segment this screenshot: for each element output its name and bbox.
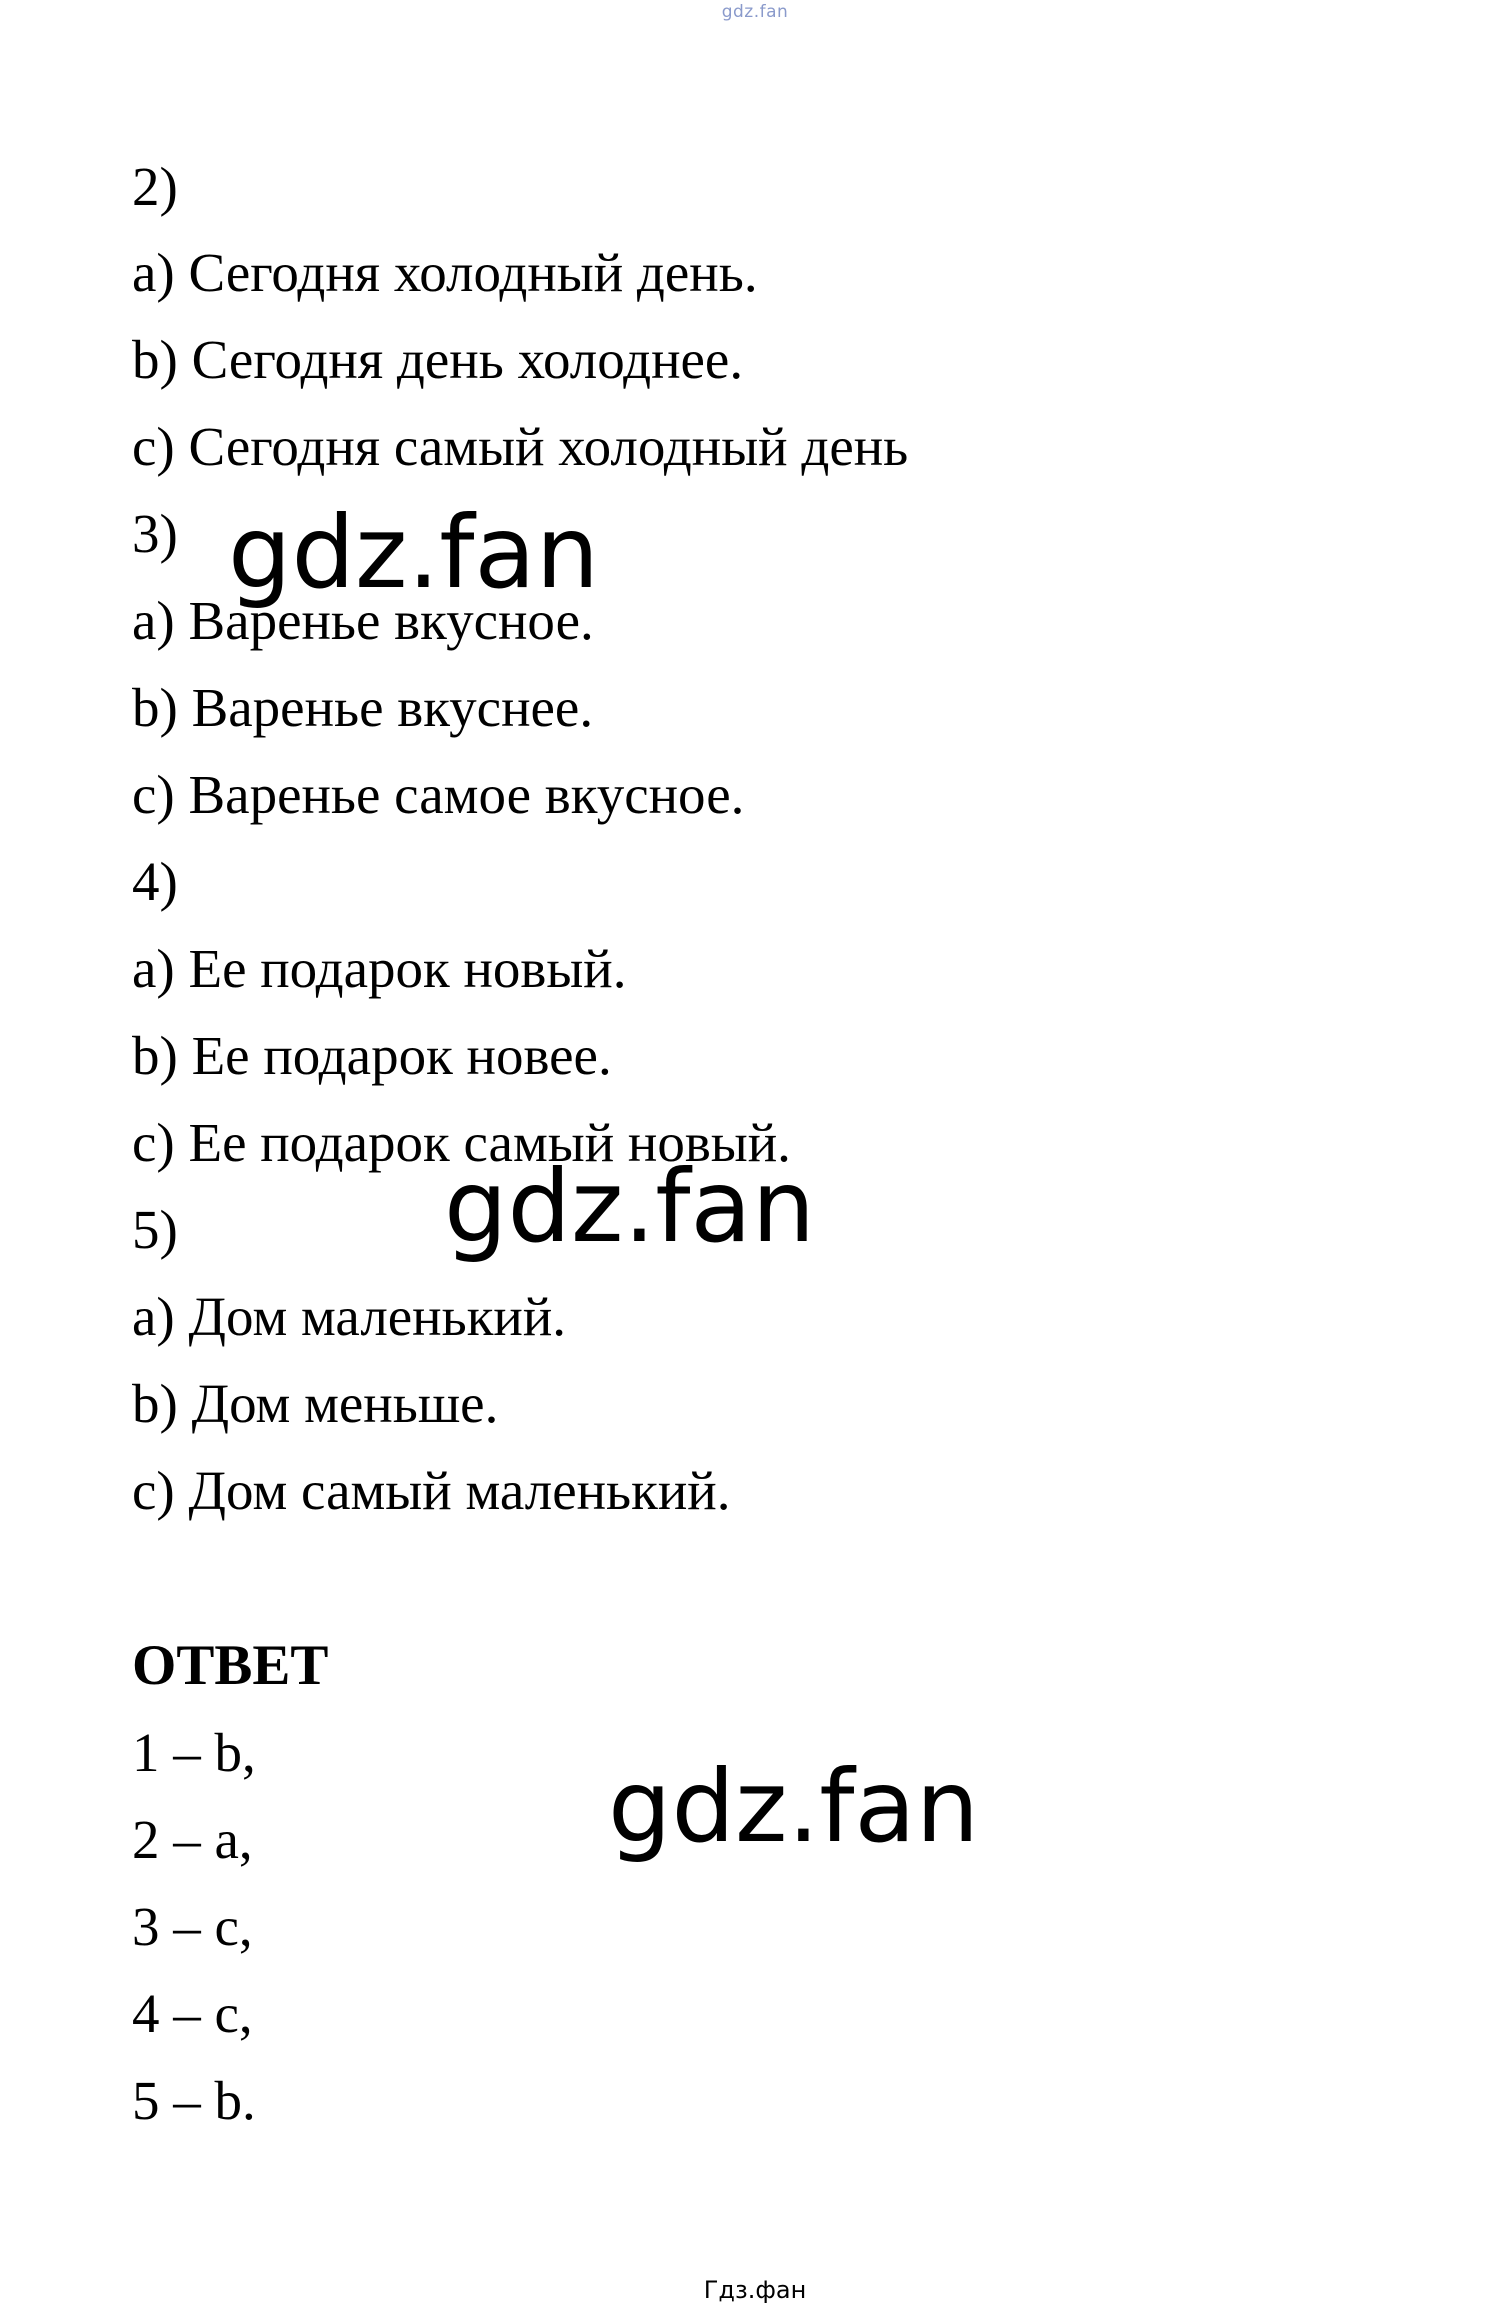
top-watermark: gdz.fan (721, 2, 789, 22)
sentence-line: c) Сегодня самый холодный день (132, 416, 909, 477)
exercise-number: 3) (132, 503, 178, 564)
exercise-number: 4) (132, 851, 178, 912)
answer-heading: ОТВЕТ (132, 1634, 329, 1697)
watermark: gdz.fan (608, 1748, 980, 1865)
answer-item: 3 – c, (132, 1896, 253, 1957)
footer-caption: Гдз.фан (703, 2276, 807, 2304)
sentence-line: c) Ее подарок самый новый. (132, 1112, 791, 1173)
sentence-line: a) Сегодня холодный день. (132, 242, 758, 303)
answer-item: 2 – a, (132, 1809, 253, 1870)
sentence-line: c) Дом самый маленький. (132, 1460, 731, 1521)
watermark: gdz.fan (228, 494, 600, 611)
sentence-line: a) Варенье вкусное. (132, 590, 594, 651)
sentence-line: c) Варенье самое вкусное. (132, 764, 745, 825)
sentence-line: b) Дом меньше. (132, 1373, 499, 1434)
sentence-line: b) Сегодня день холоднее. (132, 329, 744, 390)
exercise-number: 2) (132, 156, 178, 217)
answer-item: 4 – c, (132, 1983, 253, 2044)
sentence-line: a) Дом маленький. (132, 1286, 567, 1347)
answer-item: 5 – b. (132, 2070, 256, 2131)
sentence-line: b) Ее подарок новее. (132, 1025, 612, 1086)
sentence-line: b) Варенье вкуснее. (132, 677, 594, 738)
answer-item: 1 – b, (132, 1722, 256, 1783)
sentence-line: a) Ее подарок новый. (132, 938, 627, 999)
exercise-number: 5) (132, 1199, 178, 1260)
watermark: gdz.fan (444, 1148, 816, 1265)
